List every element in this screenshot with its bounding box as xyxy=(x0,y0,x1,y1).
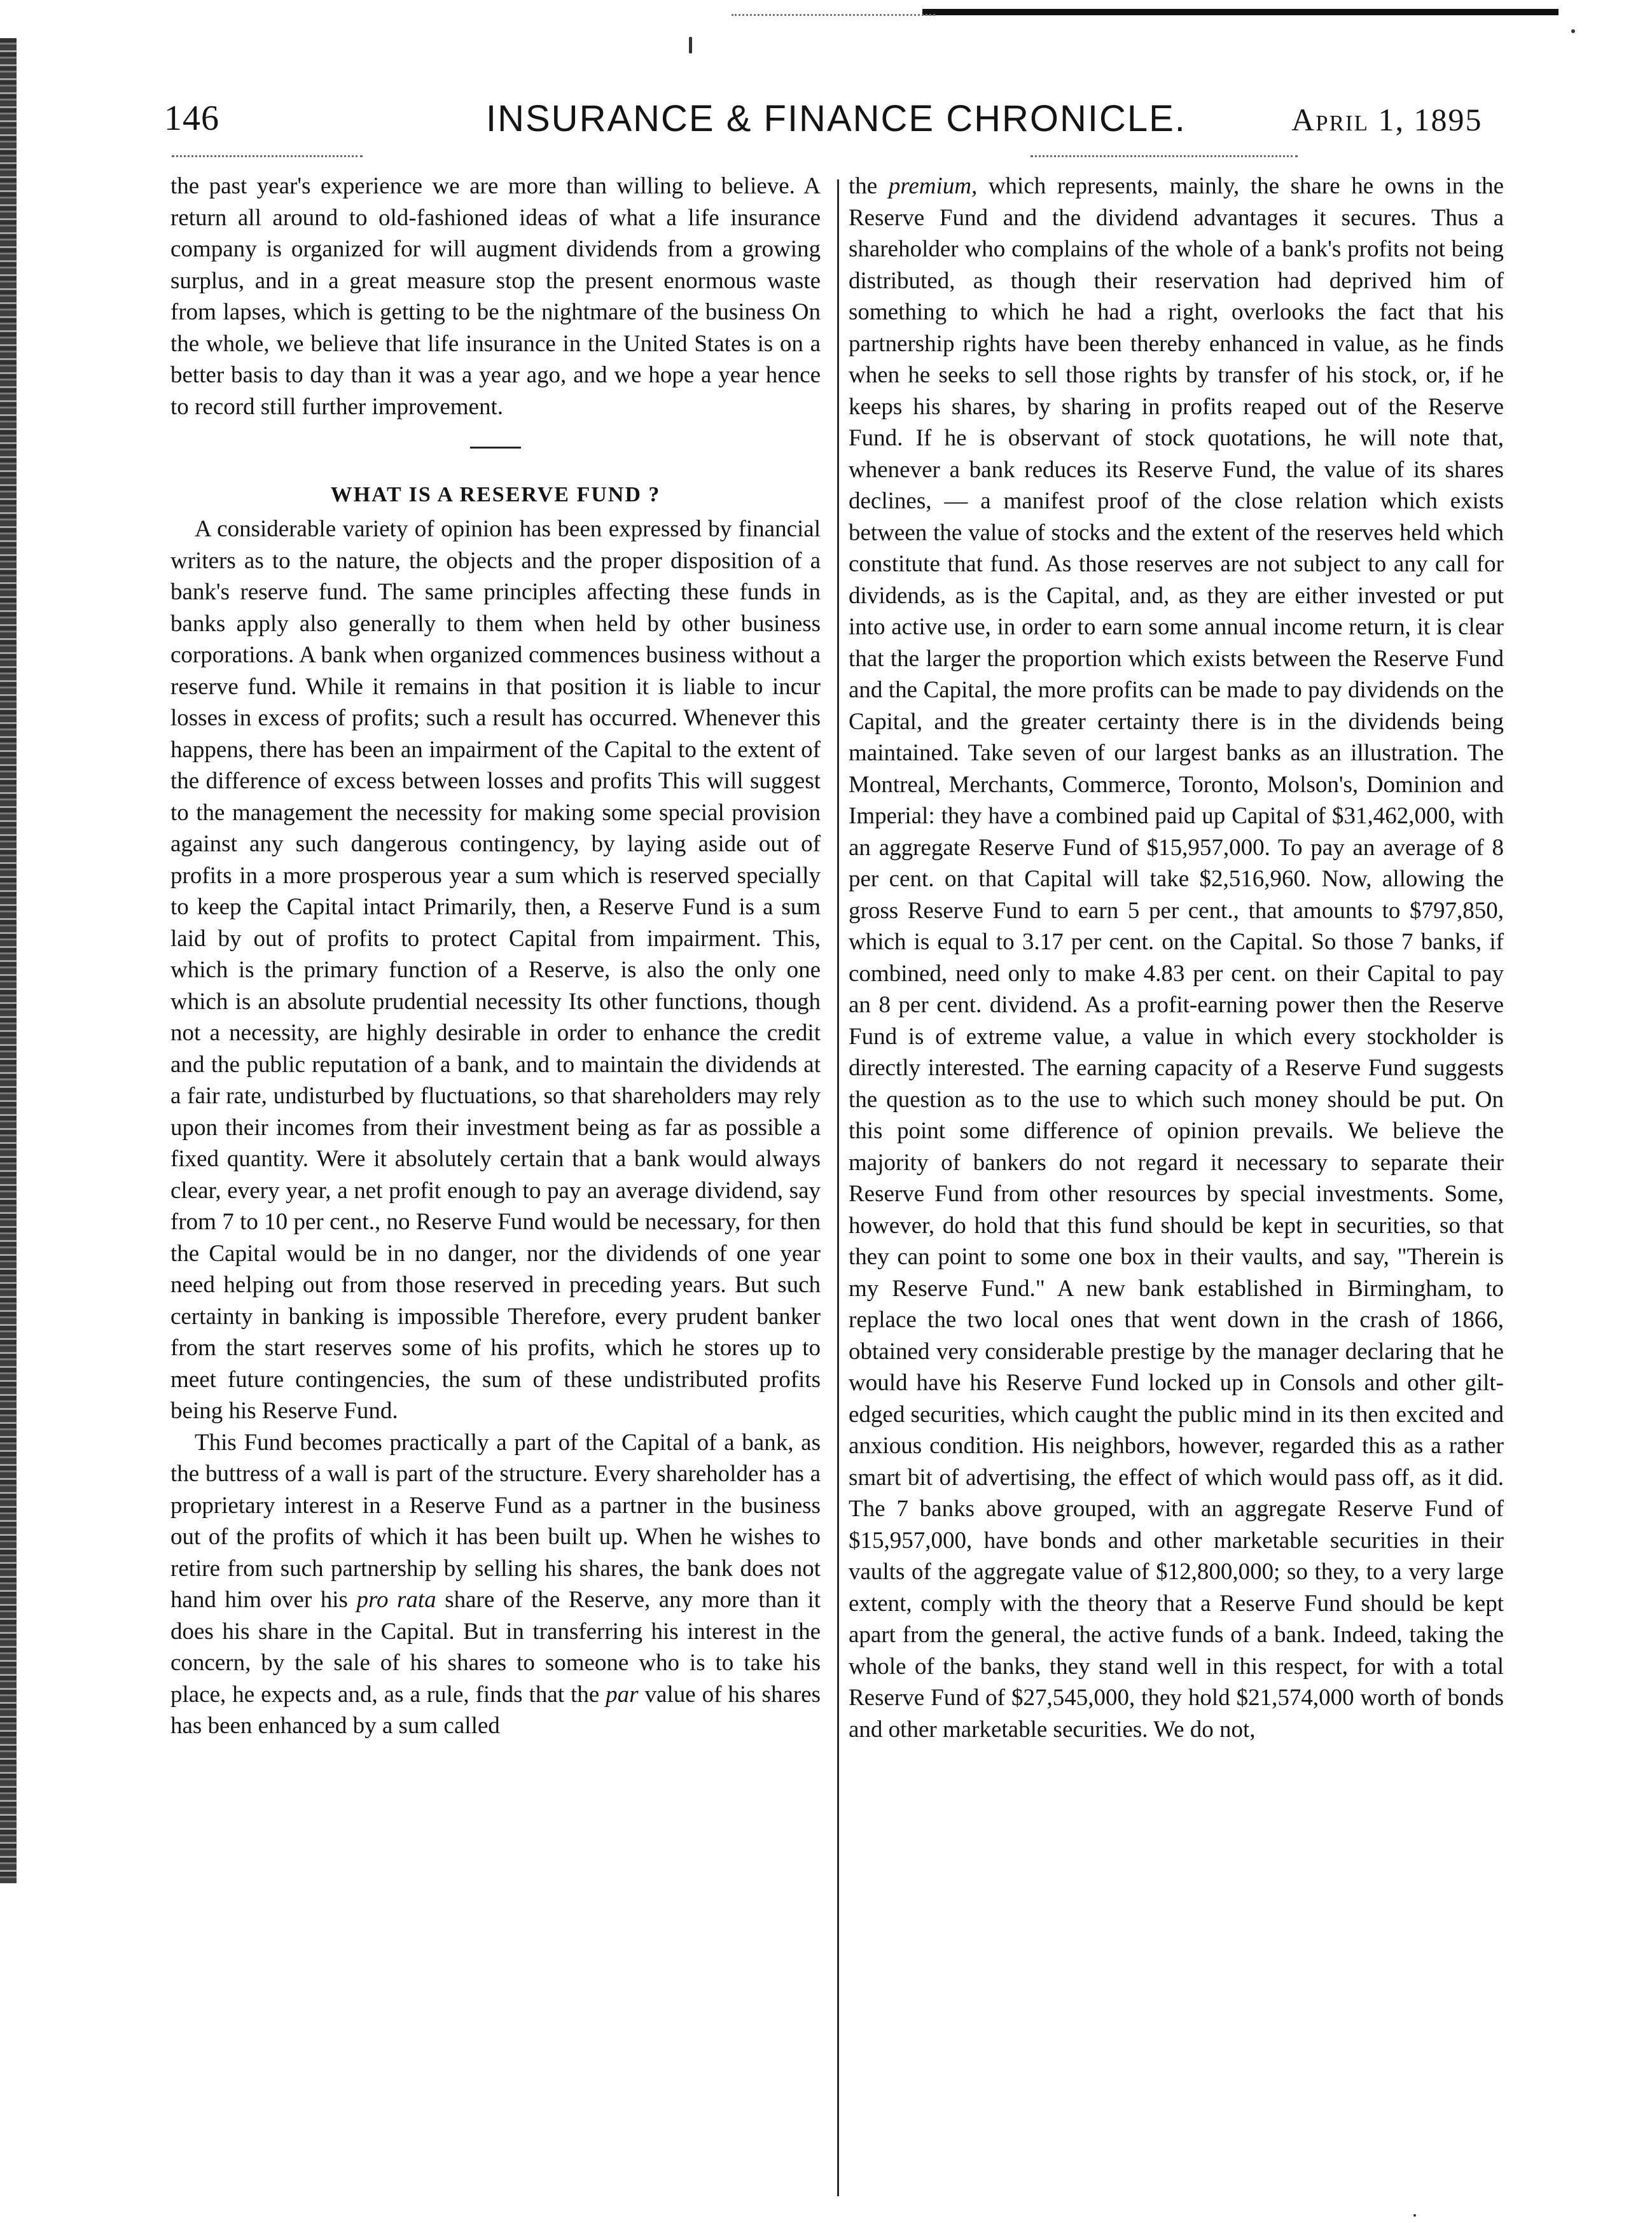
article-paragraph-continued xyxy=(849,171,1504,1745)
continued-text-body: which represents, mainly, the share he owns in the Reserve Fund and the dividend advantages it secures. Thus a shareholder who complains of the whole of a bank's profits not being distributed, as though their reservation had deprived him of something to which he had a right, overlooks the fact that his partnership rights have been thereby enhanced in value, as he finds when he seeks to sell those rights by transfer of his stock, or, if he keeps his shares, by sharing in profits reaped out of the Reserve Fund. If he is observant of stock quotations, he will note that, whenever a bank reduces its Reserve Fund, the value of its shares declines, — a manifest proof of the close relation which exists between the value of stocks and the extent of the reserves held which constitute that fund. As those reserves are not subject to any call for dividends, as is the Capital, and, as they are either invested or put into active use, in order to earn some annual income return, it is clear that the larger the proportion which exists between the Reserve Fund and the Capital, the more profits can be made to pay dividends on the Capital, and the greater certainty there is in the dividends being maintained. Take seven of our largest banks as an illustration. The Montreal, Merchants, Commerce, Toronto, Molson's, Dominion and Imperial: they have a combined paid up Capital of $31,462,000, with an aggregate Reserve Fund of $15,957,000. To pay an average of 8 per cent. on that Capital will take $2,516,960. Now, allowing the gross Reserve Fund to earn 5 per cent., that amounts to $797,850, which is equal to 3.17 per cent. on the Capital. So those 7 banks, if combined, need only to make 4.83 per cent. on their Capital to pay an 8 per cent. dividend. As a profit-earning power then the Reserve Fund is of extreme value, a value in which every stockholder is directly interested. The earning capacity of a Reserve Fund suggests the question as to the use to which such money should be put. On this point some difference of opinion prevails. We believe the majority of bankers do not regard it necessary to separate their Reserve Fund from other resources by special investments. Some, however, do hold that this fund should be kept in securities, so that they can point to some one box in their vaults, and say, "Therein is my Reserve Fund." A new bank established in Birmingham, to replace the two local ones that went down in the crash of 1866, obtained very considerable prestige by the manager declaring that he would have his Reserve Fund locked up in Consols and other gilt-edged securities, which caught the public mind in its then excited and anxious condition. His neighbors, however, regarded this as a rather smart bit of advertising, the effect of which would pass off, as it did. The 7 banks above grouped, with an aggregate Reserve Fund of $15,957,000, have bonds and other marketable securities in their vaults of the aggregate value of $12,800,000; so they, to a very large extent, comply with the theory that a Reserve Fund should be kept apart from the general, the active funds of a bank. Indeed, taking the whole of the banks, they stand well in this respect, for with a total Reserve Fund of $27,545,000, they hold $21,574,000 worth of bonds and other marketable securities. We do not, xyxy=(849,173,1504,1743)
paragraph-2-italic-pro-rata: pro rata xyxy=(356,1587,436,1613)
column-divider xyxy=(837,179,839,2196)
section-divider xyxy=(470,447,521,449)
continued-text-the: the xyxy=(849,173,878,199)
binding-edge xyxy=(0,38,17,1883)
print-mark xyxy=(689,37,692,53)
article-heading: WHAT IS A RESERVE FUND ? xyxy=(330,483,661,506)
issue-date: April 1, 1895 xyxy=(1291,102,1483,137)
left-column xyxy=(170,171,821,1742)
header-dash-left xyxy=(172,155,363,159)
right-column xyxy=(849,171,1504,1745)
paragraph-2-text-b: share of the Reserve, any more than it does his share in the Capital. But in transferring his interest in the concern, by the sale of his shares to someone who is to take his place, he expects and, as a rule, finds that the xyxy=(170,1587,821,1708)
print-speck xyxy=(1571,29,1575,33)
publication-title: INSURANCE & FINANCE CHRONICLE. xyxy=(486,98,1186,139)
continued-article-text: the past year's experience we are more than willing to believe. A return all around to old-fashioned ideas of what a life insurance company is organized for will augment dividends from a growing surplus, and in a great measure stop the present enormous waste from lapses, which is getting to be the nightmare of the business On the whole, we believe that life insurance in the United States is on a better basis to day than it was a year ago, and we hope a year hence to record still further improvement. xyxy=(170,173,821,420)
paragraph-2-italic-par: par xyxy=(606,1681,639,1708)
top-border-fade xyxy=(732,14,935,18)
paragraph-2-text-c: value of his shares has been enhanced by a sum called xyxy=(170,1681,821,1739)
header-dash-right xyxy=(1031,155,1298,159)
article-paragraph-1: A considerable variety of opinion has been expressed by financial writers as to the nature, the objects and the proper disposition of a bank's reserve fund. The same principles affecting these funds in banks apply also generally to them when held by other business corporations. A bank when organized commences business without a reserve fund. While it remains in that position it is liable to incur losses in excess of profits; such a result has occurred. Whenever this happens, there has been an impairment of the Capital to the extent of the difference of excess between losses and profits This will suggest to the management the necessity for making some special provision against any such dangerous contingency, by laying aside out of profits in a more prosperous year a sum which is reserved specially to keep the Capital intact Primarily, then, a Reserve Fund is a sum laid by out of profits to protect Capital from impairment. This, which is the primary function of a Reserve, is also the only one which is an absolute prudential necessity Its other functions, though not a necessity, are highly desirable in order to enhance the credit and the public reputation of a bank, and to maintain the dividends at a fair rate, undisturbed by fluctuations, so that shareholders may rely upon their incomes from their investment being as far as possible a fixed quantity. Were it absolutely certain that a bank would always clear, every year, a net profit enough to pay an average dividend, say from 7 to 10 per cent., no Reserve Fund would be necessary, for then the Capital would be in no danger, nor the dividends of one year need helping out from those reserved in preceding years. But such certainty in banking is impossible Therefore, every prudent banker from the start reserves some of his profits, which he stores up to meet future contingencies, the sum of these undistributed profits being his Reserve Fund. xyxy=(170,516,821,1424)
page-number: 146 xyxy=(164,99,219,138)
article-paragraph-2 xyxy=(170,1427,821,1742)
paragraph-2-text-a: This Fund becomes practically a part of the Capital of a bank, as the buttress of a wall is part of the structure. Every shareholder has a proprietary interest in a Reserve Fund as a partner in the business out of the profits of which it has been built up. When he wishes to retire from such partnership by selling his shares, the bank does not hand him over his xyxy=(170,1429,821,1613)
print-speck xyxy=(1413,2214,1416,2217)
italic-premium: premium, xyxy=(888,173,978,199)
top-border-rule xyxy=(922,9,1558,15)
